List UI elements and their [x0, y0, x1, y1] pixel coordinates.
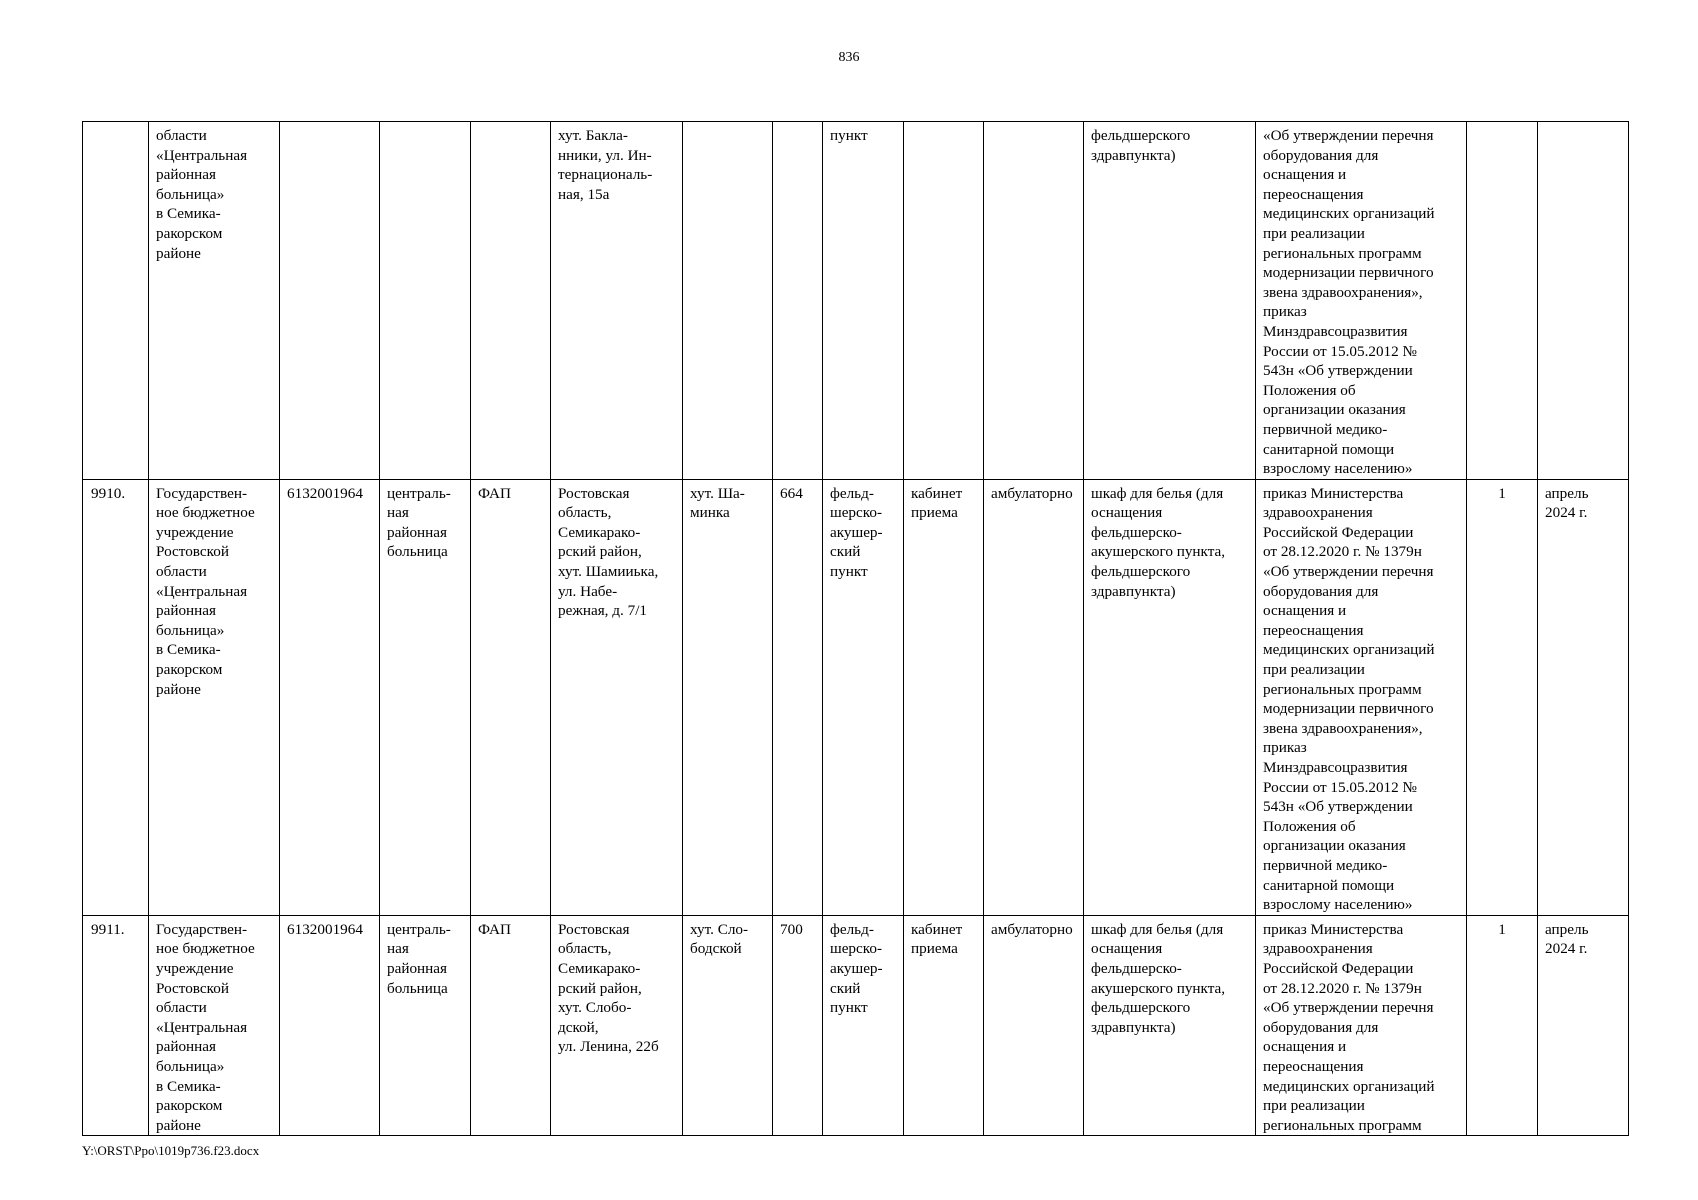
- cell-organization: Государствен- ное бюджетное учреждение Ростовской области «Центральная районная больница» в Семика- ракорском районе: [149, 915, 280, 1136]
- cell-deadline: апрель 2024 г.: [1538, 915, 1629, 1136]
- cell-row-number: 9910.: [83, 479, 149, 915]
- cell-population: 700: [773, 915, 823, 1136]
- cell-deadline: [1538, 122, 1629, 480]
- cell-subunit: пункт: [823, 122, 904, 480]
- cell-population: 664: [773, 479, 823, 915]
- cell-room: кабинет приема: [904, 479, 984, 915]
- cell-legal-basis: «Об утверждении перечня оборудования для оснащения и переоснащения медицинских организаций при реализации региональных программ модернизации первичного звена здравоохранения», приказ Минздравсоцразвития России от 15.05.2012 № 543н «Об утверждении Положения об организации оказания первичной медико- санитарной помощи взрослому населению»: [1256, 122, 1467, 480]
- cell-quantity: 1: [1467, 915, 1538, 1136]
- cell-unit: ФАП: [471, 915, 551, 1136]
- cell-unit: [471, 122, 551, 480]
- cell-row-number: 9911.: [83, 915, 149, 1136]
- cell-room: [904, 122, 984, 480]
- cell-care-type: амбулаторно: [984, 479, 1084, 915]
- page-number: 836: [838, 50, 860, 65]
- cell-row-number: [83, 122, 149, 480]
- cell-settlement: хут. Ша- минка: [683, 479, 773, 915]
- cell-care-type: [984, 122, 1084, 480]
- cell-quantity: [1467, 122, 1538, 480]
- cell-inn: [280, 122, 380, 480]
- cell-equipment: шкаф для белья (для оснащения фельдшерско- акушерского пункта, фельдшерского здравпункта): [1084, 479, 1256, 915]
- cell-organization: области «Центральная районная больница» в Семика- ракорском районе: [149, 122, 280, 480]
- cell-organization-type: [380, 122, 471, 480]
- cell-organization-type: централь- ная районная больница: [380, 915, 471, 1136]
- cell-deadline: апрель 2024 г.: [1538, 479, 1629, 915]
- document-file-path: Y:\ORST\Ppo\1019p736.f23.docx: [82, 1143, 260, 1158]
- cell-equipment: шкаф для белья (для оснащения фельдшерско- акушерского пункта, фельдшерского здравпункта): [1084, 915, 1256, 1136]
- cell-address: Ростовская область, Семикарако- рский район, хут. Шамииька, ул. Набе- режная, д. 7/1: [551, 479, 683, 915]
- cell-address: хут. Бакла- нники, ул. Ин- тернациональ- ная, 15а: [551, 122, 683, 480]
- cell-organization: Государствен- ное бюджетное учреждение Ростовской области «Центральная районная больница» в Семика- ракорском районе: [149, 479, 280, 915]
- cell-room: кабинет приема: [904, 915, 984, 1136]
- table-row: [83, 915, 1629, 1136]
- table-row: [83, 122, 1629, 480]
- cell-population: [773, 122, 823, 480]
- cell-settlement: хут. Сло- бодской: [683, 915, 773, 1136]
- table-row: [83, 479, 1629, 915]
- cell-subunit: фельд- шерско- акушер- ский пункт: [823, 479, 904, 915]
- cell-unit: ФАП: [471, 479, 551, 915]
- cell-settlement: [683, 122, 773, 480]
- cell-inn: 6132001964: [280, 479, 380, 915]
- cell-legal-basis: приказ Министерства здравоохранения Российской Федерации от 28.12.2020 г. № 1379н «Об утверждении перечня оборудования для оснащения и переоснащения медицинских организаций при реализации региональных программ модернизации первичного звена здравоохранения», приказ Минздравсоцразвития России от 15.05.2012 № 543н «Об утверждении Положения об организации оказания первичной медико- санитарной помощи взрослому населению»: [1256, 479, 1467, 915]
- cell-quantity: 1: [1467, 479, 1538, 915]
- cell-inn: 6132001964: [280, 915, 380, 1136]
- cell-subunit: фельд- шерско- акушер- ский пункт: [823, 915, 904, 1136]
- equipment-registry-table: [82, 121, 1629, 1136]
- cell-organization-type: централь- ная районная больница: [380, 479, 471, 915]
- cell-care-type: амбулаторно: [984, 915, 1084, 1136]
- cell-legal-basis: приказ Министерства здравоохранения Российской Федерации от 28.12.2020 г. № 1379н «Об утверждении перечня оборудования для оснащения и переоснащения медицинских организаций при реализации региональных программ: [1256, 915, 1467, 1136]
- cell-equipment: фельдшерского здравпункта): [1084, 122, 1256, 480]
- cell-address: Ростовская область, Семикарако- рский район, хут. Слобо- дской, ул. Ленина, 22б: [551, 915, 683, 1136]
